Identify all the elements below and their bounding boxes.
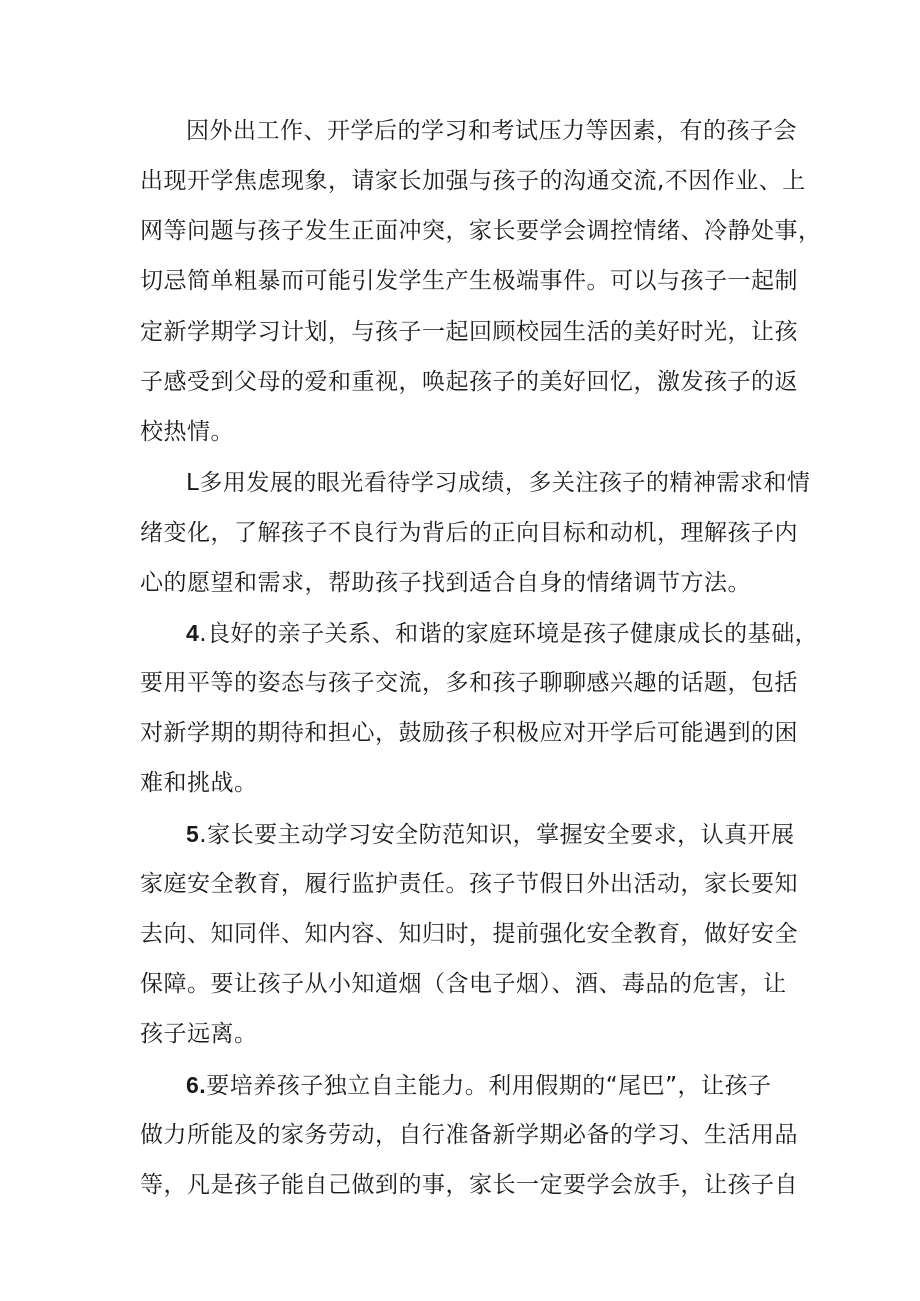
text-line <box>186 819 795 850</box>
text-line: 保障。要让孩子从小知道烟（含电子烟）、酒、毒品的危害，让 <box>140 971 787 997</box>
text-line: 家庭安全教育，履行监护责任。孩子节假日外出活动，家长要知 <box>140 871 798 897</box>
text-line: 心的愿望和需求，帮助孩子找到适合自身的情绪调节方法。 <box>140 570 751 596</box>
text-line: 绪变化，了解孩子不良行为背后的正向目标和动机，理解孩子内 <box>140 520 798 546</box>
list-number: 5 <box>186 821 200 847</box>
text-line: 因外出工作、开学后的学习和考试压力等因素，有的孩子会 <box>186 118 797 144</box>
text-line-content: .良好的亲子关系、和谐的家庭环境是孩子健康成长的基础， <box>199 621 819 647</box>
text-line: 难和挑战。 <box>140 770 258 796</box>
text-line: 孩子远离。 <box>140 1021 258 1047</box>
text-line-content: 要培养孩子独立自主能力。利用假期的“尾巴”，让孩子 <box>206 1073 772 1099</box>
text-line: 子感受到父母的爱和重视，唤起孩子的美好回忆，激发孩子的返 <box>140 369 798 395</box>
text-line: 切忌简单粗暴而可能引发学生产生极端事件。可以与孩子一起制 <box>140 268 798 294</box>
text-line: 对新学期的期待和担心，鼓励孩子积极应对开学后可能遇到的困 <box>140 720 798 746</box>
text-line <box>186 618 818 649</box>
text-line: 校热情。 <box>140 419 234 445</box>
list-number: 6. <box>186 1072 207 1098</box>
text-line: 出现开学焦虑现象，请家长加强与孩子的沟通交流,不因作业、上 <box>140 168 806 194</box>
text-line-content: .家长要主动学习安全防范知识，掌握安全要求，认真开展 <box>199 822 795 848</box>
text-line <box>186 1070 772 1101</box>
text-line: 要用平等的姿态与孩子交流，多和孩子聊聊感兴趣的话题，包括 <box>140 670 798 696</box>
list-number: 4 <box>186 620 200 646</box>
text-line: 做力所能及的家务劳动，自行准备新学期必备的学习、生活用品 <box>140 1122 798 1148</box>
text-line: 网等问题与孩子发生正面冲突，家长要学会调控情绪、冷静处事， <box>140 218 822 244</box>
text-line: 等，凡是孩子能自己做到的事，家长一定要学会放手，让孩子自 <box>140 1172 798 1198</box>
text-line: 定新学期学习计划，与孩子一起回顾校园生活的美好时光，让孩 <box>140 319 798 345</box>
text-line: L多用发展的眼光看待学习成绩，多关注孩子的精神需求和情 <box>186 470 811 496</box>
text-line: 去向、知同伴、知内容、知归时，提前强化安全教育，做好安全 <box>140 921 798 947</box>
